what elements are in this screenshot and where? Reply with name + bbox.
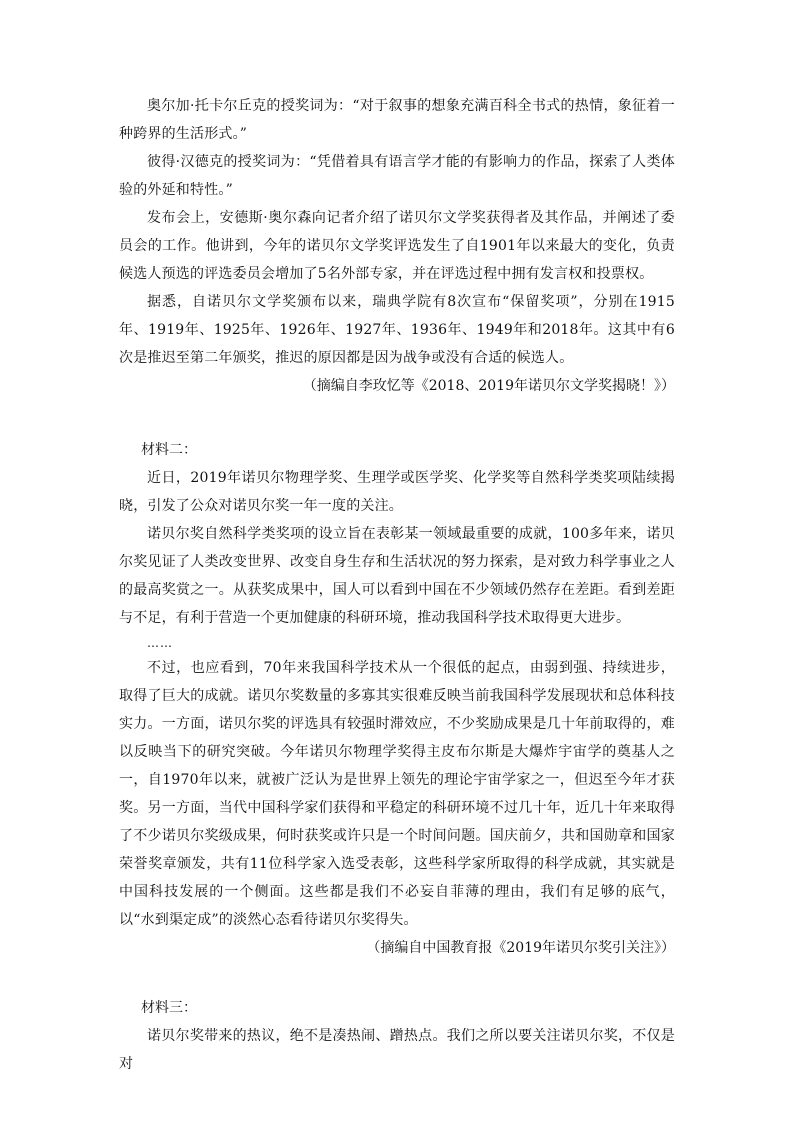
section-spacer [119,400,675,436]
paragraph: 近日，2019年诺贝尔物理学奖、生理学或医学奖、化学奖等自然科学类奖项陆续揭晓，引发了公众对诺贝尔奖一年一度的关注。 [119,470,675,514]
section-heading: 材料三： [141,1000,197,1016]
material-two [119,436,675,962]
paragraph: 据悉，自诺贝尔文学奖颁布以来，瑞典学院有8次宣布“保留奖项”，分别在1915年、1919年、1925年、1926年、1927年、1936年、1949年和2018年。这其中有6次是推迟至第二年颁奖，推迟的原因都是因为战争或没有合适的候选人。 [119,294,675,366]
source-citation: （摘编自李玫忆等《2018、2019年诺贝尔文学奖揭晓！》） [302,378,675,394]
material-one [119,92,675,400]
section-heading: 材料二： [141,442,197,458]
document-body [119,92,675,1078]
section-spacer [119,962,675,994]
paragraph: 诺贝尔奖带来的热议，绝不是凑热闹、蹭热点。我们之所以要关注诺贝尔奖，不仅是对 [119,1028,675,1072]
source-citation: （摘编自中国教育报《2019年诺贝尔奖引关注》） [366,940,675,956]
paragraph: 诺贝尔奖自然科学类奖项的设立旨在表彰某一领域最重要的成就，100多年来，诺贝尔奖见证了人类改变世界、改变自身生存和生活状况的努力探索，是对致力科学事业之人的最高奖赏之一。从获奖成果中，国人可以看到中国在不少领域仍然存在差距。看到差距与不足，有利于营造一个更加健康的科研环境，推动我国科学技术取得更大进步。 [119,526,675,626]
ellipsis: …… [147,636,173,650]
material-three [119,994,675,1078]
paragraph: 不过，也应看到，70年来我国科学技术从一个很低的起点，由弱到强、持续进步，取得了巨大的成就。诺贝尔奖数量的多寡其实很难反映当前我国科学发展现状和总体科技实力。一方面，诺贝尔奖的评选具有较强时滞效应，不少奖励成果是几十年前取得的，难以反映当下的研究突破。今年诺贝尔物理学奖得主皮布尔斯是大爆炸宇宙学的奠基人之一，自1970年以来，就被广泛认为是世界上领先的理论宇宙学家之一，但迟至今年才获奖。另一方面，当代中国科学家们获得和平稳定的科研环境不过几十年，近几十年来取得了不少诺贝尔奖级成果，何时获奖或许只是一个时间问题。国庆前夕，共和国勋章和国家荣誉奖章颁发，共有11位科学家入选受表彰，这些科学家所取得的科学成就，其实就是中国科技发展的一个侧面。这些都是我们不必妄自菲薄的理由，我们有足够的底气，以“水到渠定成”的淡然心态看待诺贝尔奖得失。 [119,660,675,928]
paragraph: 发布会上，安德斯·奥尔森向记者介绍了诺贝尔文学奖获得者及其作品，并阐述了委员会的工作。他讲到，今年的诺贝尔文学奖评选发生了自1901年以来最大的变化，负责候选人预选的评选委员会增加了5名外部专家，并在评选过程中拥有发言权和投票权。 [119,210,675,282]
paragraph: 奥尔加·托卡尔丘克的授奖词为：“对于叙事的想象充满百科全书式的热情，象征着一种跨界的生活形式。” [119,98,675,142]
paragraph: 彼得·汉德克的授奖词为：“凭借着具有语言学才能的有影响力的作品，探索了人类体验的外延和特性。” [119,154,675,198]
